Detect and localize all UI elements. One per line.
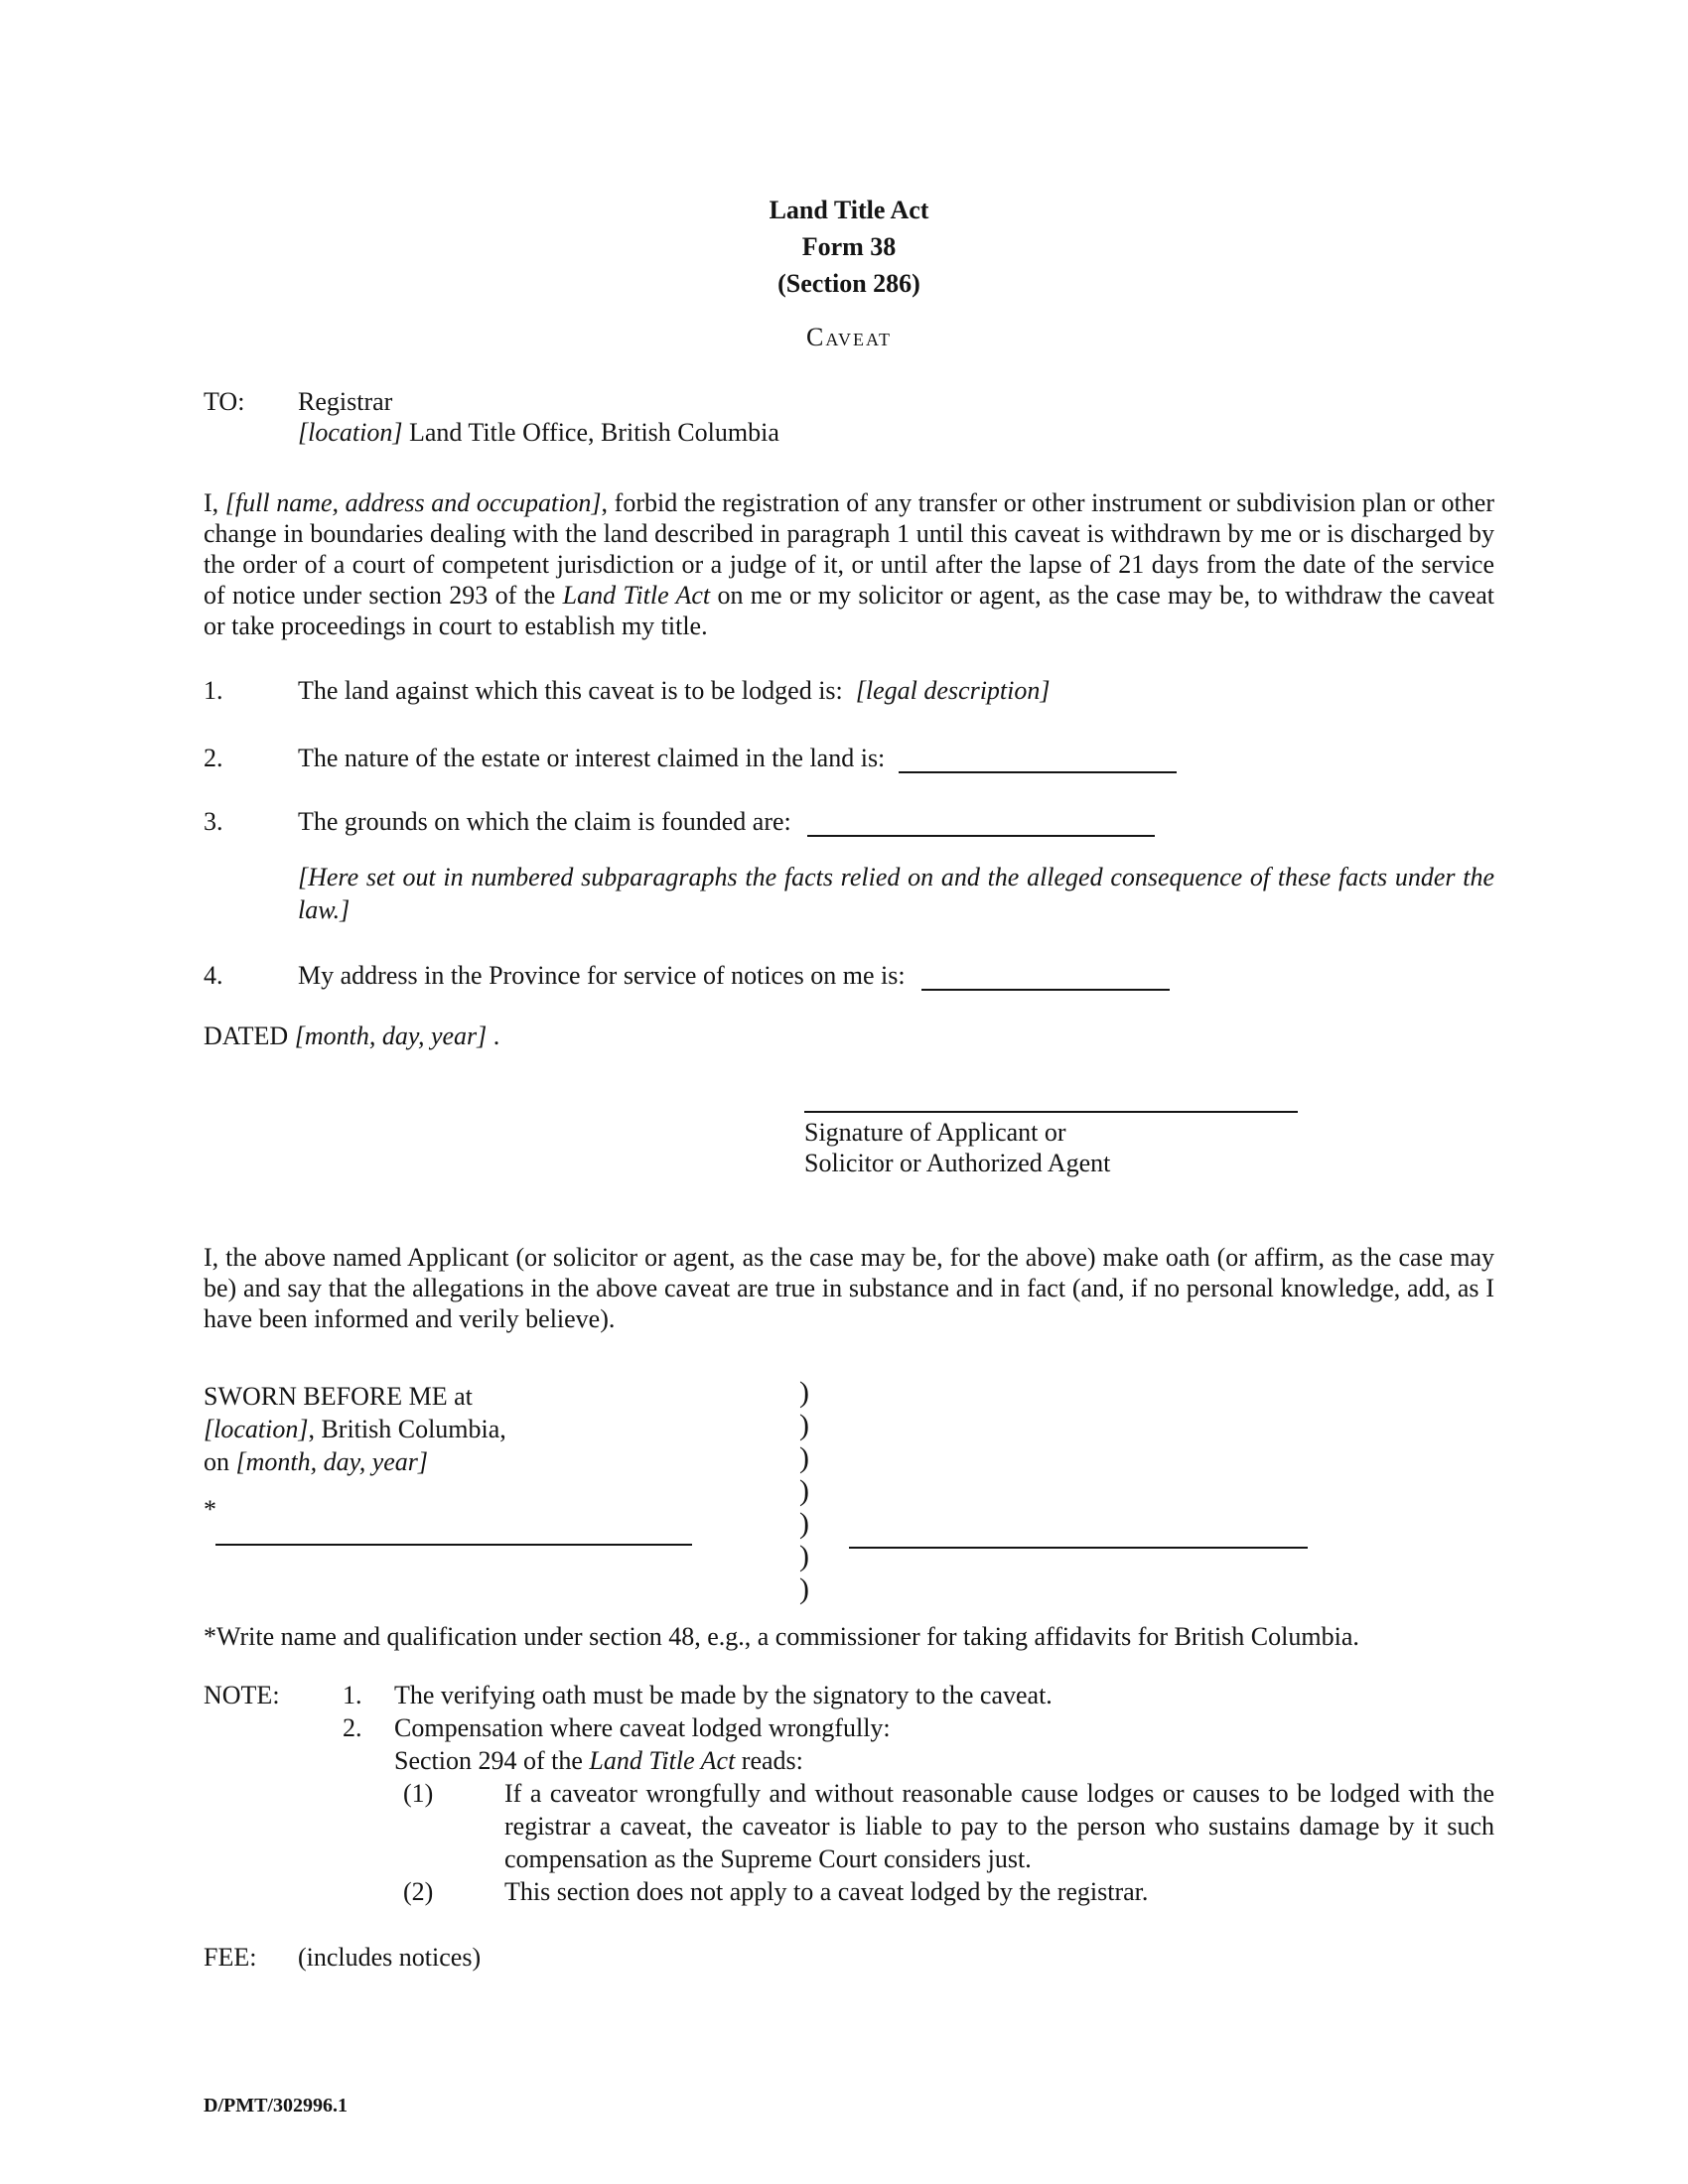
jurat-block — [204, 1376, 1494, 1609]
commissioner-signature-blank — [215, 1544, 692, 1546]
close-paren: ) — [799, 1441, 809, 1474]
item-2-label: The nature of the estate or interest claimed in the land is: — [298, 744, 886, 772]
commissioner-asterisk: * — [204, 1495, 216, 1524]
to-recipient: Registrar — [298, 387, 393, 416]
sworn-statement — [204, 1380, 506, 1478]
signature-caption-2: Solicitor or Authorized Agent — [804, 1149, 1111, 1177]
note-item-2-text — [394, 1711, 1494, 1777]
fee-text: (includes notices) — [298, 1943, 482, 1972]
note-sub-1-number: (1) — [403, 1779, 434, 1808]
note-item-1-text: The verifying oath must be made by the signatory to the caveat. — [394, 1681, 1053, 1709]
fee-block — [204, 1942, 1494, 1973]
note-section-ref: Section 294 of the Land Title Act reads: — [394, 1746, 803, 1775]
form-section: (Section 286) — [777, 269, 920, 298]
form-title-block — [204, 192, 1494, 302]
item-3-number: 3. — [204, 807, 223, 836]
signature-caption-1: Signature of Applicant or — [804, 1118, 1066, 1147]
to-block — [204, 386, 1494, 448]
note-sub-2-text: This section does not apply to a caveat lodged by the registrar. — [504, 1877, 1149, 1906]
item-2-number: 2. — [204, 744, 223, 772]
note-item-1-number: 1. — [343, 1681, 362, 1709]
item-4-label: My address in the Province for service of notices on me is: — [298, 961, 906, 990]
oath-paragraph: I, the above named Applicant (or solicitor or agent, as the case may be, for the above) make oath (or affirm, as the case may be) and say that the allegations in the above caveat are true in substance and in fact (and, if no personal knowledge, add, as I have been informed and verily believe). — [204, 1243, 1494, 1333]
sworn-line-2: [location], British Columbia, — [204, 1415, 506, 1443]
sub-indent — [343, 1875, 403, 1908]
act-title: Land Title Act — [769, 196, 929, 224]
doc-reference-footer: D/PMT/302996.1 — [204, 2095, 348, 2116]
close-paren: ) — [799, 1409, 809, 1441]
service-address-blank — [921, 988, 1170, 991]
sworn-line-1: SWORN BEFORE ME at — [204, 1382, 473, 1411]
close-paren: ) — [799, 1376, 809, 1409]
close-paren: ) — [799, 1572, 809, 1605]
close-paren: ) — [799, 1540, 809, 1572]
jurat-paren-column — [799, 1376, 809, 1605]
to-lines — [298, 386, 779, 448]
note-body — [343, 1679, 1494, 1908]
forbid-registration-paragraph: I, [full name, address and occupation], forbid the registration of any transfer or other instrument or subdivision plan or other change in boundaries dealing with the land described in paragraph 1 until this caveat is withdrawn by me or is discharged by the order of a court of competent jurisdiction or a judge of it, or until after the lapse of 21 days from the date of the service of notice under section 293 of the Land Title Act on me or my solicitor or agent, as the case may be, to withdraw the caveat or take proceedings in court to establish my title. — [204, 488, 1494, 640]
list-item-4 — [204, 960, 1494, 991]
item-4-text — [298, 960, 1494, 991]
facts-instruction: [Here set out in numbered subparagraphs the facts relied on and the alleged consequence of these facts under the law.] — [298, 863, 1494, 924]
note-label: NOTE: — [204, 1681, 280, 1709]
note-sub-2 — [343, 1875, 1494, 1908]
deponent-signature-blank — [849, 1547, 1308, 1549]
item-2-text — [298, 743, 1494, 773]
item-1-text: The land against which this caveat is to be lodged is: [legal description] — [298, 676, 1051, 705]
note-sub-2-number: (2) — [403, 1877, 434, 1906]
close-paren: ) — [799, 1474, 809, 1507]
commissioner-footnote: *Write name and qualification under section 48, e.g., a commissioner for taking affidavits for British Columbia. — [204, 1622, 1359, 1651]
to-label: TO: — [204, 387, 245, 416]
note-item-2 — [343, 1711, 1494, 1777]
list-item-1 — [204, 675, 1494, 706]
fee-label: FEE: — [204, 1943, 257, 1972]
close-paren: ) — [799, 1507, 809, 1540]
note-item-2-line1: Compensation where caveat lodged wrongfully: — [394, 1713, 891, 1742]
note-item-2-number: 2. — [343, 1713, 362, 1742]
note-sub-1-text: If a caveator wrongfully and without reasonable cause lodges or causes to be lodged with the registrar a caveat, the caveator is liable to pay to the person who sustains damage by it such compensation as the Supreme Court considers just. — [504, 1779, 1494, 1873]
estate-interest-blank — [899, 770, 1177, 773]
note-block — [204, 1679, 1494, 1908]
note-item-1 — [343, 1679, 1494, 1711]
item-3-label: The grounds on which the claim is founded are: — [298, 807, 791, 836]
item-1-number: 1. — [204, 676, 223, 705]
sworn-line-3: on [month, day, year] — [204, 1447, 429, 1476]
item-4-number: 4. — [204, 961, 223, 990]
list-item-3 — [204, 806, 1494, 837]
caveat-heading: Caveat — [805, 323, 892, 351]
to-office: [location] Land Title Office, British Columbia — [298, 418, 779, 447]
note-sub-1 — [343, 1777, 1494, 1875]
grounds-blank — [807, 834, 1155, 837]
list-item-2 — [204, 743, 1494, 773]
sub-indent — [343, 1777, 403, 1875]
dated-line: DATED [month, day, year] . — [204, 1022, 500, 1050]
item-3-text — [298, 806, 1494, 837]
signature-block — [804, 1111, 1298, 1178]
form-number: Form 38 — [801, 232, 897, 261]
